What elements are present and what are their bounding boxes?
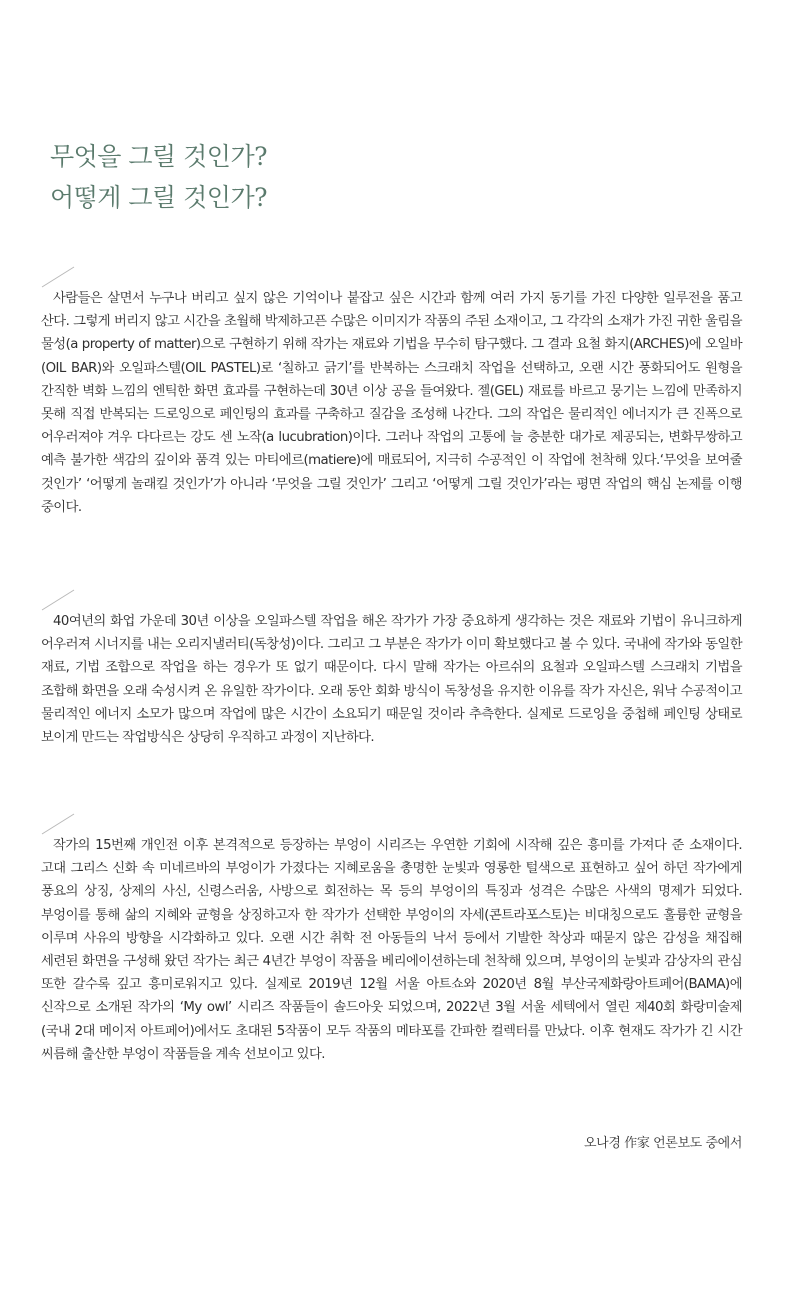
title-line-1: 무엇을 그릴 것인가? [50, 142, 267, 171]
body-paragraph-1: 사람들은 살면서 누구나 버리고 싶지 않은 기억이나 붙잡고 싶은 시간과 함께 여러 가지 동기를 가진 다양한 일루전을 품고 산다. 그렇게 버리지 않고 시간을 초월해 박제하고픈 수많은 이미지가 작품의 주된 소재이고, 그 각각의 소재가 가진 귀한 울림을 물성(a property of matter)으로 구현하기 위해 작가는 재료와 기법을 무수히 탐구했다. 그 결과 요철 화지(ARCHES)에 오일바(OIL BAR)와 오일파스텔(OIL PASTEL)로 ‘칠하고 긁기’를 반복하는 스크래치 작업을 선택하고, 오랜 시간 풍화되어도 원형을 간직한 벽화 느낌의 엔틱한 화면 효과를 구현하는데 30년 이상 공을 들여왔다. 젤(GEL) 재료를 바르고 뭉기는 느낌에 만족하지 못해 직접 반복되는 드로잉으로 페인팅의 효과를 구축하고 질감을 조성해 나간다. 그의 작업은 물리적인 에너지가 큰 진폭으로 어우러져야 겨우 다다르는 강도 센 노작(a lucubration)이다. 그러나 작업의 고통에 늘 충분한 대가로 제공되는, 변화무쌍하고 예측 불가한 색감의 깊이와 품격 있는 마티에르(matiere)에 매료되어, 지극히 수공적인 이 작업에 천착해 있다.‘무엇을 보여줄 것인가’ ‘어떻게 놀래킬 것인가’가 아니라 ‘무엇을 그릴 것인가’ 그리고 ‘어떻게 그릴 것인가’라는 평면 작업의 핵심 논제를 이행 중이다. [41, 291, 742, 515]
title-line-2: 어떻게 그릴 것인가? [50, 183, 267, 212]
body-paragraph-2: 40여년의 화업 가운데 30년 이상을 오일파스텔 작업을 해온 작가가 가장 중요하게 생각하는 것은 재료와 기법이 유니크하게 어우러져 시너지를 내는 오리지낼러티(독창성)이다. 그리고 그 부분은 작가가 이미 확보했다고 볼 수 있다. 국내에 작가와 동일한 재료, 기법 조합으로 작업을 하는 경우가 또 없기 때문이다. 다시 말해 작가는 아르쉬의 요철과 오일파스텔 스크래치 기법을 조합해 화면을 오래 숙성시켜 온 유일한 작가이다. 오래 동안 회화 방식이 독창성을 유지한 이유를 작가 자신은, 워낙 수공적이고 물리적인 에너지 소모가 많으며 작업에 많은 시간이 소요되기 때문일 것이라 추측한다. 실제로 드로잉을 중첩해 페인팅 상태로 보이게 만드는 작업방식은 상당히 우직하고 과정이 지난하다. [41, 614, 742, 746]
paragraph-section-3 [41, 813, 742, 1066]
slash-divider-icon [41, 813, 75, 835]
paragraph-section-1 [41, 266, 742, 519]
page-title [50, 136, 267, 218]
slash-divider-icon [41, 266, 75, 288]
paragraph-section-2 [41, 589, 742, 749]
source-credit: 오나경 作家 언론보도 중에서 [584, 1136, 742, 1151]
body-paragraph-3: 작가의 15번째 개인전 이후 본격적으로 등장하는 부엉이 시리즈는 우연한 기회에 시작해 깊은 흥미를 가져다 준 소재이다. 고대 그리스 신화 속 미네르바의 부엉이가 가졌다는 지혜로움을 총명한 눈빛과 영롱한 털색으로 표현하고 싶어 하던 작가에게 풍요의 상징, 상제의 사신, 신령스러움, 사방으로 회전하는 목 등의 부엉이의 특징과 성격은 수많은 사색의 명제가 되었다. 부엉이를 통해 삶의 지혜와 균형을 상징하고자 한 작가가 선택한 부엉이의 자세(콘트라포스토)는 비대칭으로도 훌륭한 균형을 이루며 사유의 방향을 시각화하고 있다. 오랜 시간 취학 전 아동들의 낙서 등에서 기발한 착상과 때묻지 않은 감성을 채집해 세련된 화면을 구성해 왔던 작가는 최근 4년간 부엉이 작품을 베리에이션하는데 천착해 있으며, 부엉이의 눈빛과 감상자의 관심 또한 갈수록 깊고 흥미로워지고 있다. 실제로 2019년 12월 서울 아트쇼와 2020년 8월 부산국제화랑아트페어(BAMA)에 신작으로 소개된 작가의 ‘My owl’ 시리즈 작품들이 솔드아웃 되었으며, 2022년 3월 서울 세텍에서 열린 제40회 화랑미술제(국내 2대 메이저 아트페어)에서도 초대된 5작품이 모두 작품의 메타포를 간파한 컬렉터를 만났다. 이후 현재도 작가가 긴 시간 씨름해 출산한 부엉이 작품들을 계속 선보이고 있다. [41, 838, 742, 1062]
slash-divider-icon [41, 589, 75, 611]
